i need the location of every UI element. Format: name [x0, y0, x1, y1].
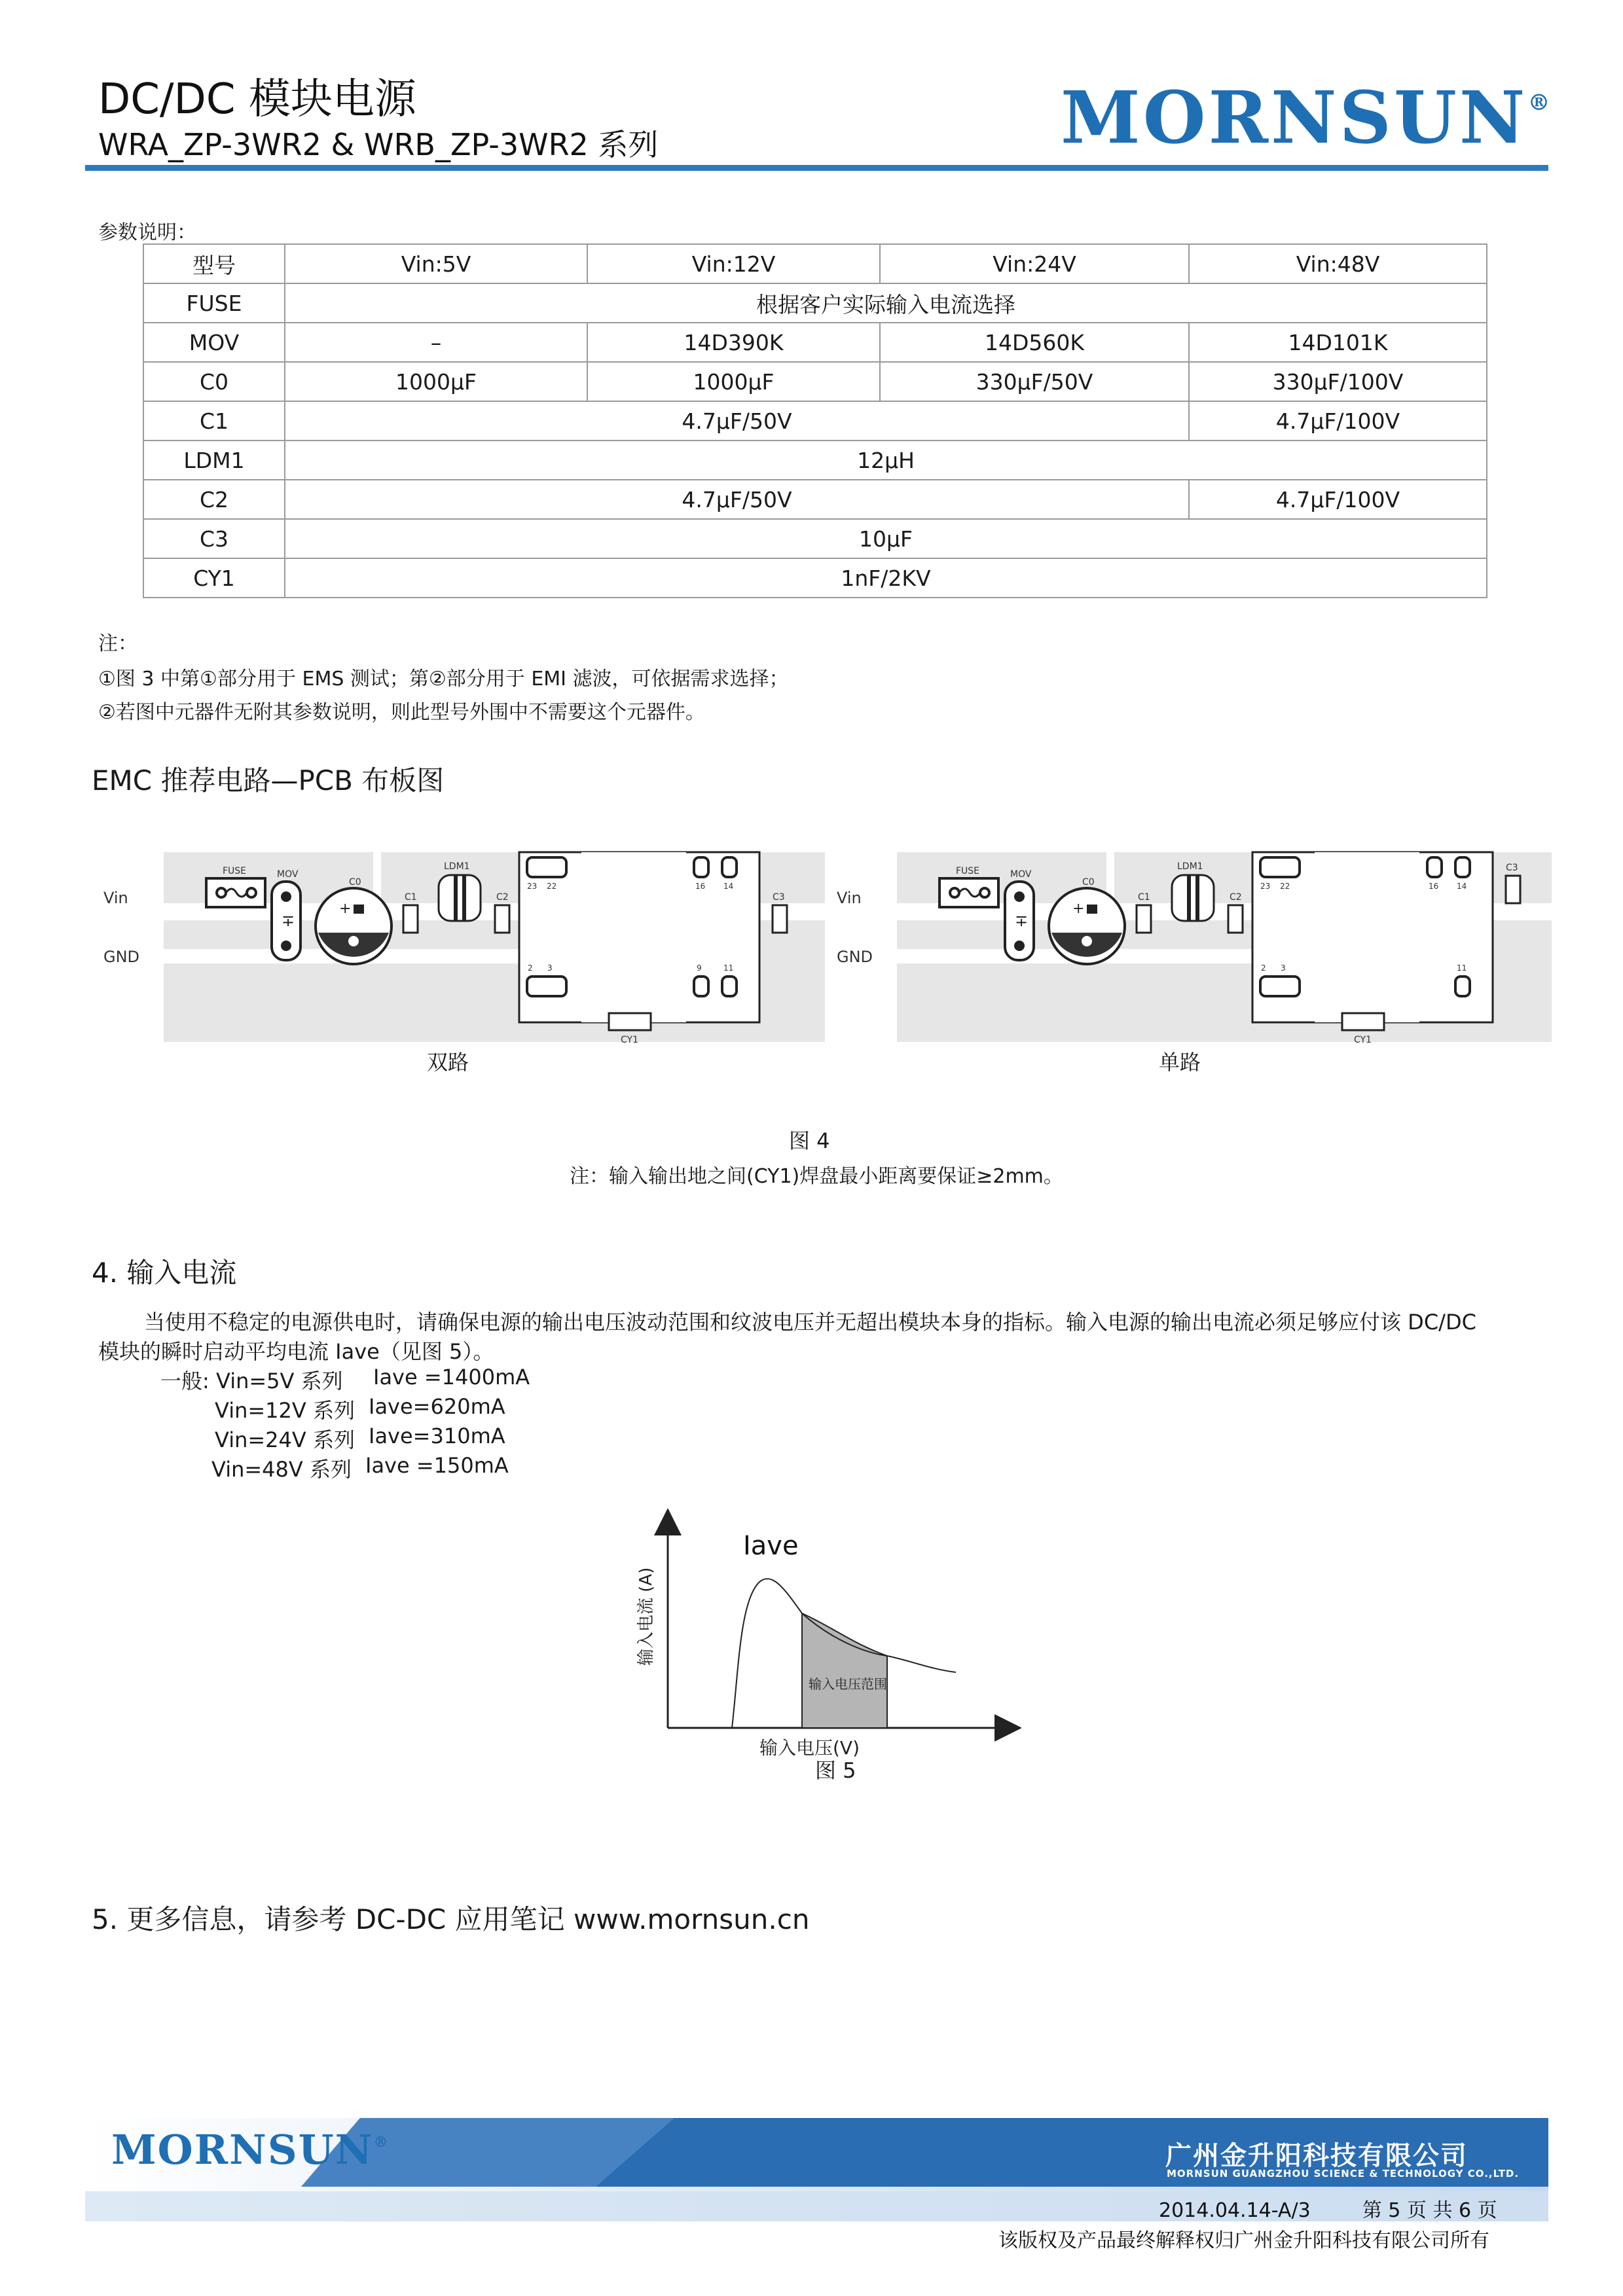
- caption-dual: 双路: [427, 1050, 469, 1075]
- pad: [694, 977, 708, 996]
- table-cell: 14D560K: [880, 323, 1189, 362]
- table-row: [143, 440, 1487, 480]
- caption-single: 单路: [1159, 1050, 1201, 1075]
- table-row: [143, 519, 1487, 558]
- figure-4-note: 注：输入输出地之间(CY1)焊盘最小距离要保证≥2mm。: [570, 1165, 1063, 1188]
- pcb-label-c1: C1: [405, 892, 417, 903]
- pcb-label-ldm1: LDM1: [1177, 861, 1203, 872]
- pcb-layout-dual: [92, 838, 825, 1054]
- table-cell: 1000µF: [587, 362, 880, 401]
- table-cell: Vin:24V: [880, 244, 1189, 283]
- pcb-label-c3: C3: [1506, 863, 1518, 873]
- table-cell: 4.7µF/100V: [1189, 480, 1487, 519]
- current-row-iave: Iave =1400mA: [373, 1365, 530, 1390]
- pcb-label-gnd: GND: [103, 948, 140, 966]
- pcb-label-fuse: FUSE: [223, 866, 247, 876]
- c2-component: [495, 905, 509, 933]
- table-cell: C2: [143, 480, 285, 519]
- table-cell: C3: [143, 519, 285, 558]
- footer-doc-version: [1159, 2194, 1497, 2223]
- pcb-label-fuse: FUSE: [956, 866, 980, 876]
- current-row: [160, 1365, 210, 1395]
- table-cell: 330µF/100V: [1189, 362, 1487, 401]
- pin-label: 11: [1457, 963, 1467, 973]
- pcb-label-gnd: GND: [837, 948, 873, 966]
- pin-label: 3: [1281, 963, 1286, 973]
- c3-component: [773, 905, 787, 933]
- footer-company-name-en: MORNSUN GUANGZHOU SCIENCE & TECHNOLOGY CO.,LTD.: [1167, 2168, 1520, 2179]
- section-4-paragraph: 当使用不稳定的电源供电时，请确保电源的输出电压波动范围和纹波电压并无超出模块本身的指标。输入电源的输出电流必须足够应付该 DC/DC: [144, 1310, 1476, 1335]
- param-table: [143, 243, 1487, 598]
- pad: [1087, 905, 1097, 914]
- pcb-label-mov: MOV: [277, 869, 299, 880]
- table-cell: CY1: [143, 558, 285, 598]
- pin-label: 3: [547, 963, 553, 973]
- pad: [1014, 941, 1025, 951]
- pcb-label-c1: C1: [1138, 892, 1150, 903]
- table-cell: 330µF/50V: [880, 362, 1189, 401]
- table-row: [143, 480, 1487, 519]
- pad: [1014, 891, 1025, 902]
- header-rule: [85, 165, 1548, 171]
- table-row: [143, 283, 1487, 323]
- brand-logo: [1061, 75, 1552, 160]
- c1-component: [1137, 905, 1151, 933]
- table-cell: Vin:12V: [587, 244, 880, 283]
- section-5-heading: 5. 更多信息，请参考 DC-DC 应用笔记 www.mornsun.cn: [92, 1903, 810, 1935]
- pin-label: 23: [527, 882, 538, 891]
- c3-component: [1506, 876, 1520, 903]
- table-cell: LDM1: [143, 440, 285, 480]
- pcb-layout-single: [825, 838, 1558, 1054]
- pin-label: 2: [528, 963, 533, 973]
- pcb-label-cy1: CY1: [621, 1035, 638, 1045]
- cy1-component: [1342, 1013, 1384, 1030]
- pin-label: 2: [1261, 963, 1266, 973]
- current-row-vin: Vin=48V 系列: [211, 1457, 352, 1482]
- pcb-label-vin: Vin: [103, 889, 128, 907]
- input-voltage-range-area: [802, 1613, 887, 1728]
- mov-symbol-icon: ∓: [282, 912, 295, 930]
- current-row-iave: Iave =150mA: [365, 1453, 509, 1478]
- table-cell: 14D390K: [587, 323, 880, 362]
- table-row: [143, 362, 1487, 401]
- pad: [281, 891, 291, 902]
- pin-label: 16: [1429, 882, 1439, 891]
- footer-brand-text: MORNSUN: [111, 2126, 374, 2174]
- footer-copyright: 该版权及产品最终解释权归广州金升阳科技有限公司所有: [998, 2229, 1489, 2252]
- pin-label: 11: [723, 963, 734, 973]
- inductor-core-icon: [1187, 875, 1191, 921]
- registered-mark: ®: [373, 2134, 390, 2151]
- pad: [1427, 857, 1442, 877]
- note-2: ②若图中元器件无附其参数说明，则此型号外围中不需要这个元器件。: [98, 701, 705, 724]
- inductor-core-icon: [462, 875, 466, 921]
- pcb-label-cy1: CY1: [1354, 1035, 1372, 1045]
- footer-page-number: 第 5 页 共 6 页: [1362, 2199, 1497, 2222]
- pad: [694, 857, 708, 877]
- table-cell: 根据客户实际输入电流选择: [285, 283, 1487, 323]
- plus-icon: +: [339, 901, 352, 917]
- table-row: [143, 244, 1487, 283]
- table-cell: C1: [143, 401, 285, 440]
- notes-label: 注：: [98, 632, 137, 655]
- iave-label: Iave: [743, 1531, 799, 1561]
- table-cell: 4.7µF/50V: [285, 480, 1189, 519]
- pin-label: 22: [547, 882, 557, 891]
- cy1-component: [609, 1013, 651, 1030]
- current-row-vin: Vin=12V 系列: [215, 1398, 355, 1423]
- pad: [722, 977, 737, 996]
- table-cell: Vin:48V: [1189, 244, 1487, 283]
- table-cell: 12µH: [285, 440, 1487, 480]
- pad-pair: [1260, 977, 1300, 996]
- table-cell: 14D101K: [1189, 323, 1487, 362]
- table-cell: 1nF/2KV: [285, 558, 1487, 598]
- pin-label: 22: [1280, 882, 1290, 891]
- figure-5-curve: [615, 1509, 1021, 1757]
- x-axis-label: 输入电压(V): [759, 1737, 860, 1757]
- c1-component: [403, 905, 418, 933]
- table-cell: 4.7µF/50V: [285, 401, 1189, 440]
- table-cell: 10µF: [285, 519, 1487, 558]
- ldm1-inductor: [439, 875, 481, 921]
- region-label: 输入电压范围: [809, 1676, 887, 1692]
- module-body: [1315, 852, 1419, 1022]
- figure-4-caption: 图 4: [789, 1128, 830, 1153]
- current-row-iave: Iave=310mA: [369, 1424, 505, 1448]
- pad: [722, 857, 737, 877]
- table-cell: MOV: [143, 323, 285, 362]
- table-row: [143, 323, 1487, 362]
- registered-mark: ®: [1527, 90, 1553, 116]
- current-row-vin: Vin=24V 系列: [215, 1427, 355, 1452]
- current-row-vin: Vin=5V 系列: [216, 1369, 343, 1393]
- table-row: [143, 401, 1487, 440]
- section-4-paragraph: 模块的瞬时启动平均电流 Iave（见图 5）。: [98, 1339, 494, 1364]
- inductor-core-icon: [454, 875, 458, 921]
- document-subtitle: WRA_ZP-3WR2 & WRB_ZP-3WR2 系列: [98, 127, 659, 162]
- pcb-label-ldm1: LDM1: [444, 861, 470, 872]
- pad: [354, 905, 364, 914]
- inductor-core-icon: [1195, 875, 1199, 921]
- ldm1-inductor: [1172, 875, 1214, 921]
- pin-label: 14: [1457, 882, 1467, 891]
- pcb-label-c3: C3: [773, 892, 785, 903]
- pcb-label-mov: MOV: [1010, 869, 1032, 880]
- table-cell: 4.7µF/100V: [1189, 401, 1487, 440]
- current-prefix: 一般:: [160, 1369, 210, 1393]
- pad-pair: [1260, 857, 1300, 877]
- module-body: [581, 852, 686, 1022]
- plus-icon: +: [1072, 901, 1085, 917]
- table-cell: FUSE: [143, 283, 285, 323]
- footer-date: 2014.04.14-A/3: [1159, 2199, 1311, 2222]
- footer-company-name: 广州金升阳科技有限公司: [1165, 2141, 1468, 2171]
- document-title: DC/DC 模块电源: [98, 75, 416, 124]
- pad: [1455, 977, 1470, 996]
- pad: [348, 936, 359, 946]
- pcb-label-c2: C2: [1230, 892, 1242, 903]
- mov-symbol-icon: ∓: [1015, 912, 1029, 930]
- pcb-label-c2: C2: [496, 892, 509, 903]
- pad: [1455, 857, 1470, 877]
- table-row: [143, 558, 1487, 598]
- pin-label: 23: [1260, 882, 1271, 891]
- pcb-label-vin: Vin: [837, 889, 862, 907]
- table-cell: –: [285, 323, 587, 362]
- pad: [281, 941, 291, 951]
- pad: [1082, 936, 1092, 946]
- figure-5-caption: 图 5: [815, 1758, 856, 1783]
- current-row-iave: Iave=620mA: [369, 1394, 505, 1419]
- note-1: ①图 3 中第①部分用于 EMS 测试；第②部分用于 EMI 滤波，可依据需求选择；: [98, 668, 789, 691]
- pcb-label-c0: C0: [349, 877, 361, 888]
- params-label: 参数说明：: [98, 221, 196, 244]
- pcb-label-c0: C0: [1082, 877, 1095, 888]
- table-cell: 型号: [143, 244, 285, 283]
- pin-label: 16: [695, 882, 706, 891]
- footer-brand-logo: [111, 2126, 389, 2174]
- y-axis-label: 输入电流 (A): [636, 1567, 656, 1666]
- brand-logo-text: MORNSUN: [1061, 75, 1528, 160]
- section-4-heading: 4. 输入电流: [92, 1257, 237, 1289]
- pad-pair: [527, 857, 566, 877]
- pad-pair: [527, 977, 566, 996]
- pin-label: 14: [723, 882, 734, 891]
- table-cell: Vin:5V: [285, 244, 587, 283]
- table-cell: 1000µF: [285, 362, 587, 401]
- c2-component: [1228, 905, 1243, 933]
- pin-label: 9: [697, 963, 702, 973]
- emc-heading: EMC 推荐电路—PCB 布板图: [92, 764, 445, 797]
- table-cell: C0: [143, 362, 285, 401]
